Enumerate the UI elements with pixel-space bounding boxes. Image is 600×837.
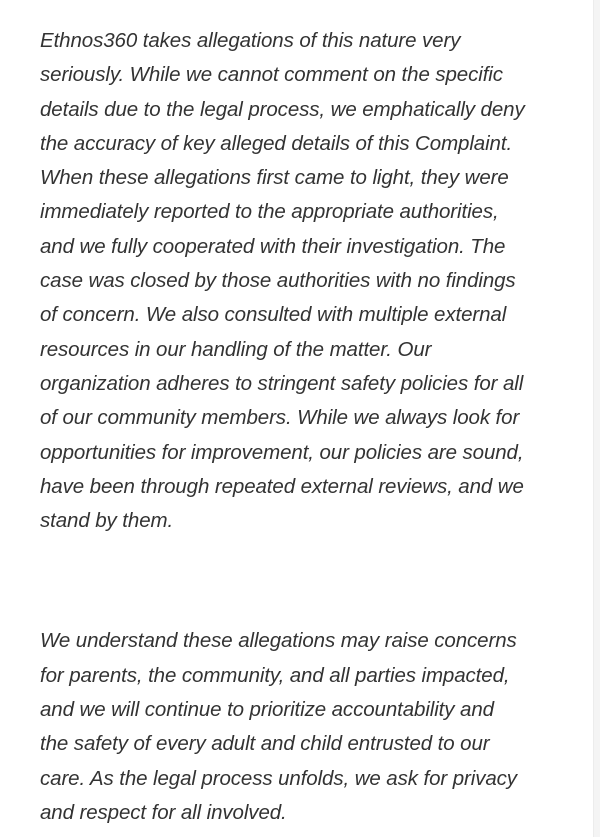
text-line: organization adheres to stringent safety policies for all — [40, 371, 524, 395]
statement-paragraph-1 — [40, 24, 580, 538]
page-edge-strip — [593, 0, 600, 837]
text-line: and we will continue to prioritize accountability and — [40, 698, 494, 722]
paragraph-spacer — [40, 538, 580, 624]
text-line: Ethnos360 takes allegations of this nature very — [40, 29, 461, 52]
text-line: stand by them. — [40, 509, 174, 533]
text-line: immediately reported to the appropriate authorities, — [40, 200, 499, 224]
text-line: We understand these allegations may raise concerns — [40, 629, 517, 653]
text-line: and respect for all involved. — [40, 800, 287, 824]
text-line: When these allegations first came to light, they were — [40, 166, 509, 190]
text-line: and we fully cooperated with their investigation. The — [40, 234, 506, 258]
text-line: seriously. While we cannot comment on the specific — [40, 63, 503, 87]
statement-paragraph-2 — [40, 624, 580, 830]
statement-body — [40, 24, 580, 830]
text-line: details due to the legal process, we emphatically deny — [40, 97, 525, 121]
text-line: of our community members. While we always look for — [40, 406, 520, 430]
text-line: for parents, the community, and all parties impacted, — [40, 663, 510, 687]
text-line: have been through repeated external reviews, and we — [40, 474, 524, 498]
text-line: opportunities for improvement, our policies are sound, — [40, 440, 524, 464]
text-line: resources in our handling of the matter. Our — [40, 337, 432, 361]
text-line: case was closed by those authorities with no findings — [40, 269, 516, 293]
text-line: care. As the legal process unfolds, we ask for privacy — [40, 766, 517, 790]
text-line: of concern. We also consulted with multiple external — [40, 303, 507, 327]
text-line: the safety of every adult and child entrusted to our — [40, 732, 490, 756]
text-line: the accuracy of key alleged details of this Complaint. — [40, 131, 513, 155]
